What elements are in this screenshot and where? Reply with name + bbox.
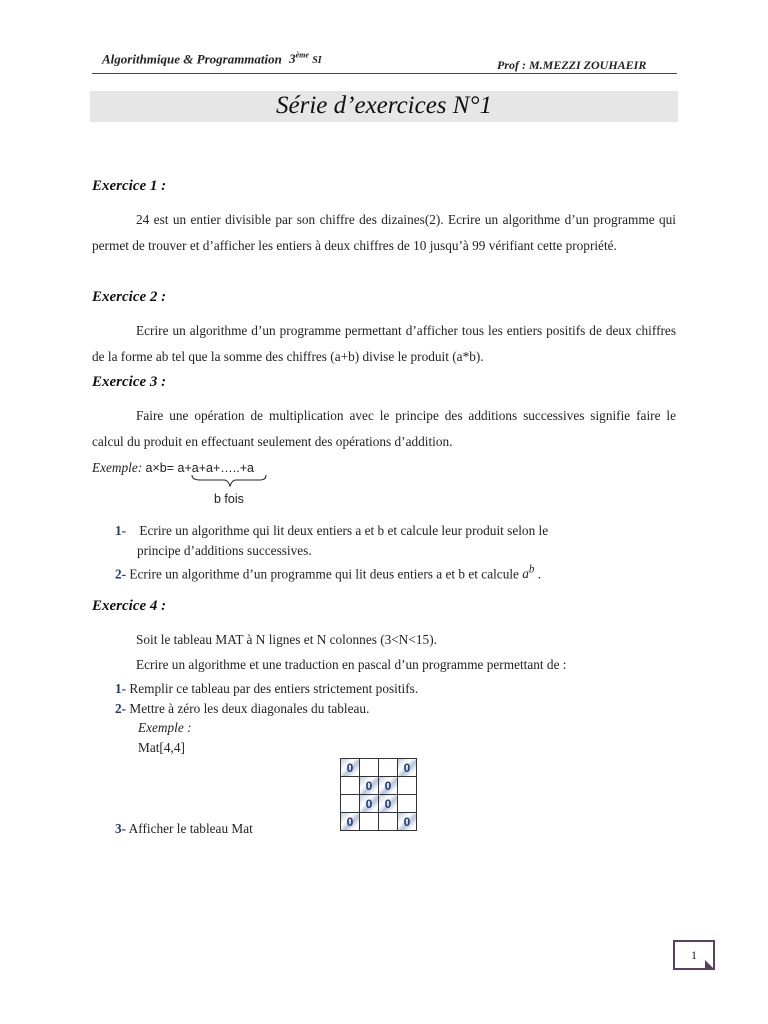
brace-label: b fois xyxy=(214,492,244,506)
exercise-4-title: Exercice 4 : xyxy=(92,598,167,614)
exercise-2-text: Ecrire un algorithme d’un programme permettant d’afficher tous les entiers positifs de deux chiffres de la forme ab tel que la somme des chiffres (a+b) divise le produit (a*b). xyxy=(92,323,676,364)
matrix-row xyxy=(341,759,417,777)
matrix-cell: 0 xyxy=(379,795,398,813)
matrix-row xyxy=(341,795,417,813)
header-divider xyxy=(92,73,677,74)
example-formula: a×b= a+a+a+…..+a xyxy=(145,461,254,475)
matrix-cell: 0 xyxy=(360,795,379,813)
class-level: 3ème SI xyxy=(289,51,322,67)
page-title: Série d’exercices N°1 xyxy=(276,92,492,119)
matrix-label: Mat[4,4] xyxy=(138,740,185,755)
exercise-3-question-1-cont: principe d’additions successives. xyxy=(137,543,312,558)
matrix-cell xyxy=(341,795,360,813)
exercise-3-title: Exercice 3 : xyxy=(92,374,167,390)
matrix-table xyxy=(340,758,417,831)
matrix-cell xyxy=(379,813,398,831)
exercise-1-text: 24 est un entier divisible par son chiffre des dizaines(2). Ecrire un algorithme d’un programme qui permet de trouver et d’afficher les entiers à deux chiffres de 10 jusqu’à 99 vérifiant cette propriété. xyxy=(92,212,676,253)
matrix-cell: 0 xyxy=(398,813,417,831)
exercise-3-question-2: 2- Ecrire un algorithme d’un programme qui lit deus entiers a et b et calcule $a^b$ . xyxy=(115,564,542,582)
matrix-cell xyxy=(379,759,398,777)
power-formula: $a^b$ xyxy=(522,564,535,582)
exercise-3-question-1: 1- Ecrire un algorithme qui lit deux entiers a et b et calcule leur produit selon le xyxy=(115,523,549,538)
exercise-4-line-2: Ecrire un algorithme et une traduction en pascal d’un programme permettant de : xyxy=(136,657,567,672)
exercise-2-title: Exercice 2 : xyxy=(92,289,167,305)
exercise-4-example-label: Exemple : xyxy=(138,720,192,735)
matrix-cell xyxy=(341,777,360,795)
matrix-row xyxy=(341,777,417,795)
page-number-badge xyxy=(673,940,715,970)
page-number: 1 xyxy=(691,948,697,962)
course-name: Algorithmique & Programmation xyxy=(102,51,282,67)
exercise-4-line-1: Soit le tableau MAT à N lignes et N colonnes (3<N<15). xyxy=(136,632,437,647)
matrix-cell: 0 xyxy=(341,759,360,777)
matrix-cell xyxy=(398,777,417,795)
matrix-cell: 0 xyxy=(379,777,398,795)
exercise-4-question-2: 2- Mettre à zéro les deux diagonales du tableau. xyxy=(115,701,370,716)
title-band xyxy=(90,91,678,122)
matrix-cell: 0 xyxy=(360,777,379,795)
exercise-3-text: Faire une opération de multiplication avec le principe des additions successives signifie faire le calcul du produit en effectuant seulement des opérations d’addition. xyxy=(92,408,676,449)
exercise-1-title: Exercice 1 : xyxy=(92,178,167,194)
matrix-cell: 0 xyxy=(341,813,360,831)
brace-icon xyxy=(190,474,270,488)
teacher-name: Prof : M.MEZZI ZOUHAEIR xyxy=(497,58,647,72)
matrix-cell xyxy=(398,795,417,813)
matrix-row xyxy=(341,813,417,831)
matrix-cell: 0 xyxy=(398,759,417,777)
matrix-cell xyxy=(360,759,379,777)
exercise-4-question-1: 1- Remplir ce tableau par des entiers strictement positifs. xyxy=(115,681,419,696)
matrix-cell xyxy=(360,813,379,831)
page-fold-icon xyxy=(705,960,715,970)
example-label: Exemple: xyxy=(92,460,143,475)
exercise-4-question-3: 3- Afficher le tableau Mat xyxy=(115,821,253,836)
header-course xyxy=(102,51,322,67)
